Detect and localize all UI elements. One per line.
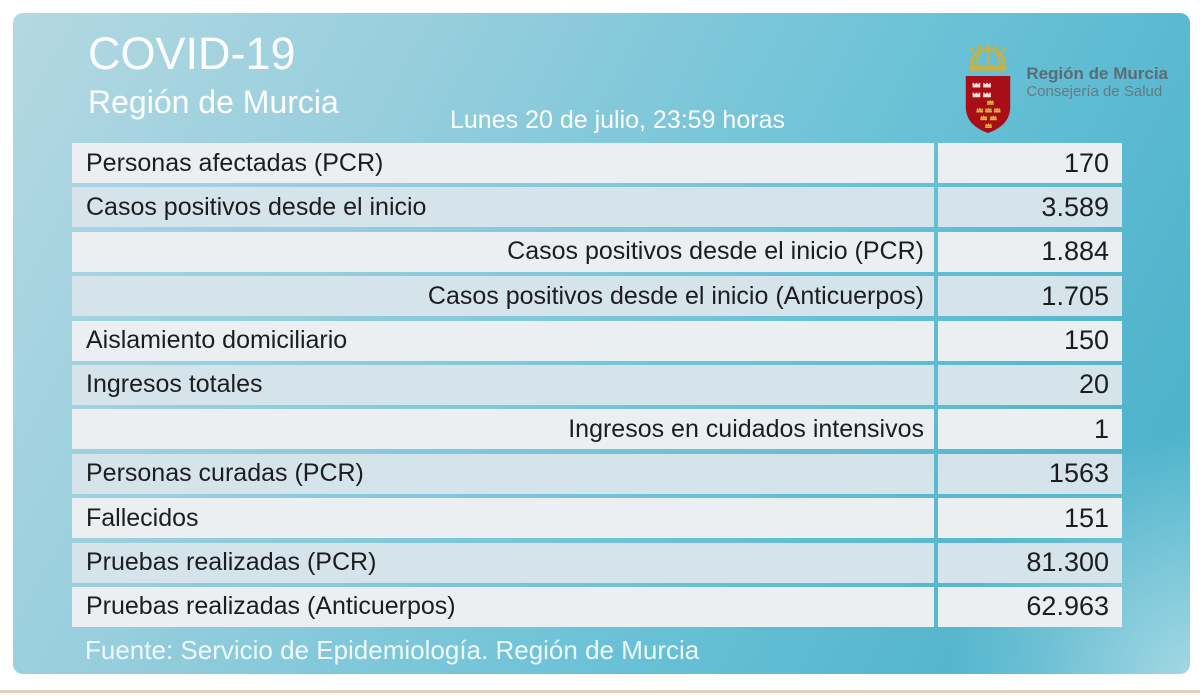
row-value: 20 bbox=[938, 365, 1122, 405]
logo-text bbox=[1026, 64, 1168, 115]
row-value: 62.963 bbox=[938, 587, 1122, 627]
row-value: 1 bbox=[938, 409, 1122, 449]
row-value: 81.300 bbox=[938, 543, 1122, 583]
row-value: 151 bbox=[938, 498, 1122, 538]
row-value: 1.884 bbox=[938, 232, 1122, 272]
row-label: Aislamiento domiciliario bbox=[72, 321, 934, 361]
statistics-table bbox=[72, 143, 1122, 627]
logo-org-name: Región de Murcia bbox=[1026, 63, 1168, 83]
murcia-coat-of-arms-icon bbox=[959, 41, 1017, 137]
row-value: 1.705 bbox=[938, 276, 1122, 316]
table-row bbox=[72, 232, 1122, 272]
title-block bbox=[88, 29, 339, 120]
source-note: Fuente: Servicio de Epidemiología. Región de Murcia bbox=[85, 635, 700, 665]
row-label: Pruebas realizadas (PCR) bbox=[72, 543, 934, 583]
page-subtitle: Región de Murcia bbox=[88, 83, 339, 120]
row-label: Fallecidos bbox=[72, 498, 934, 538]
row-label: Personas afectadas (PCR) bbox=[72, 143, 934, 183]
row-label: Casos positivos desde el inicio (Anticuerpos) bbox=[72, 276, 934, 316]
report-datetime: Lunes 20 de julio, 23:59 horas bbox=[450, 106, 785, 134]
table-row bbox=[72, 321, 1122, 361]
row-value: 150 bbox=[938, 321, 1122, 361]
row-value: 1563 bbox=[938, 454, 1122, 494]
table-row bbox=[72, 143, 1122, 183]
table-row bbox=[72, 187, 1122, 227]
row-value: 170 bbox=[938, 143, 1122, 183]
table-row bbox=[72, 276, 1122, 316]
row-label: Ingresos en cuidados intensivos bbox=[72, 409, 934, 449]
infographic-card bbox=[13, 13, 1190, 674]
murcia-logo bbox=[959, 41, 1168, 137]
table-row bbox=[72, 543, 1122, 583]
row-label: Pruebas realizadas (Anticuerpos) bbox=[72, 587, 934, 627]
bottom-accent-line bbox=[0, 690, 1200, 693]
table-row bbox=[72, 587, 1122, 627]
row-value: 3.589 bbox=[938, 187, 1122, 227]
table-row bbox=[72, 409, 1122, 449]
row-label: Personas curadas (PCR) bbox=[72, 454, 934, 494]
table-row bbox=[72, 365, 1122, 405]
row-label: Casos positivos desde el inicio (PCR) bbox=[72, 232, 934, 272]
logo-dept-name: Consejería de Salud bbox=[1026, 83, 1163, 101]
page-title: COVID-19 bbox=[88, 28, 296, 79]
table-row bbox=[72, 454, 1122, 494]
row-label: Ingresos totales bbox=[72, 365, 934, 405]
row-label: Casos positivos desde el inicio bbox=[72, 187, 934, 227]
table-row bbox=[72, 498, 1122, 538]
